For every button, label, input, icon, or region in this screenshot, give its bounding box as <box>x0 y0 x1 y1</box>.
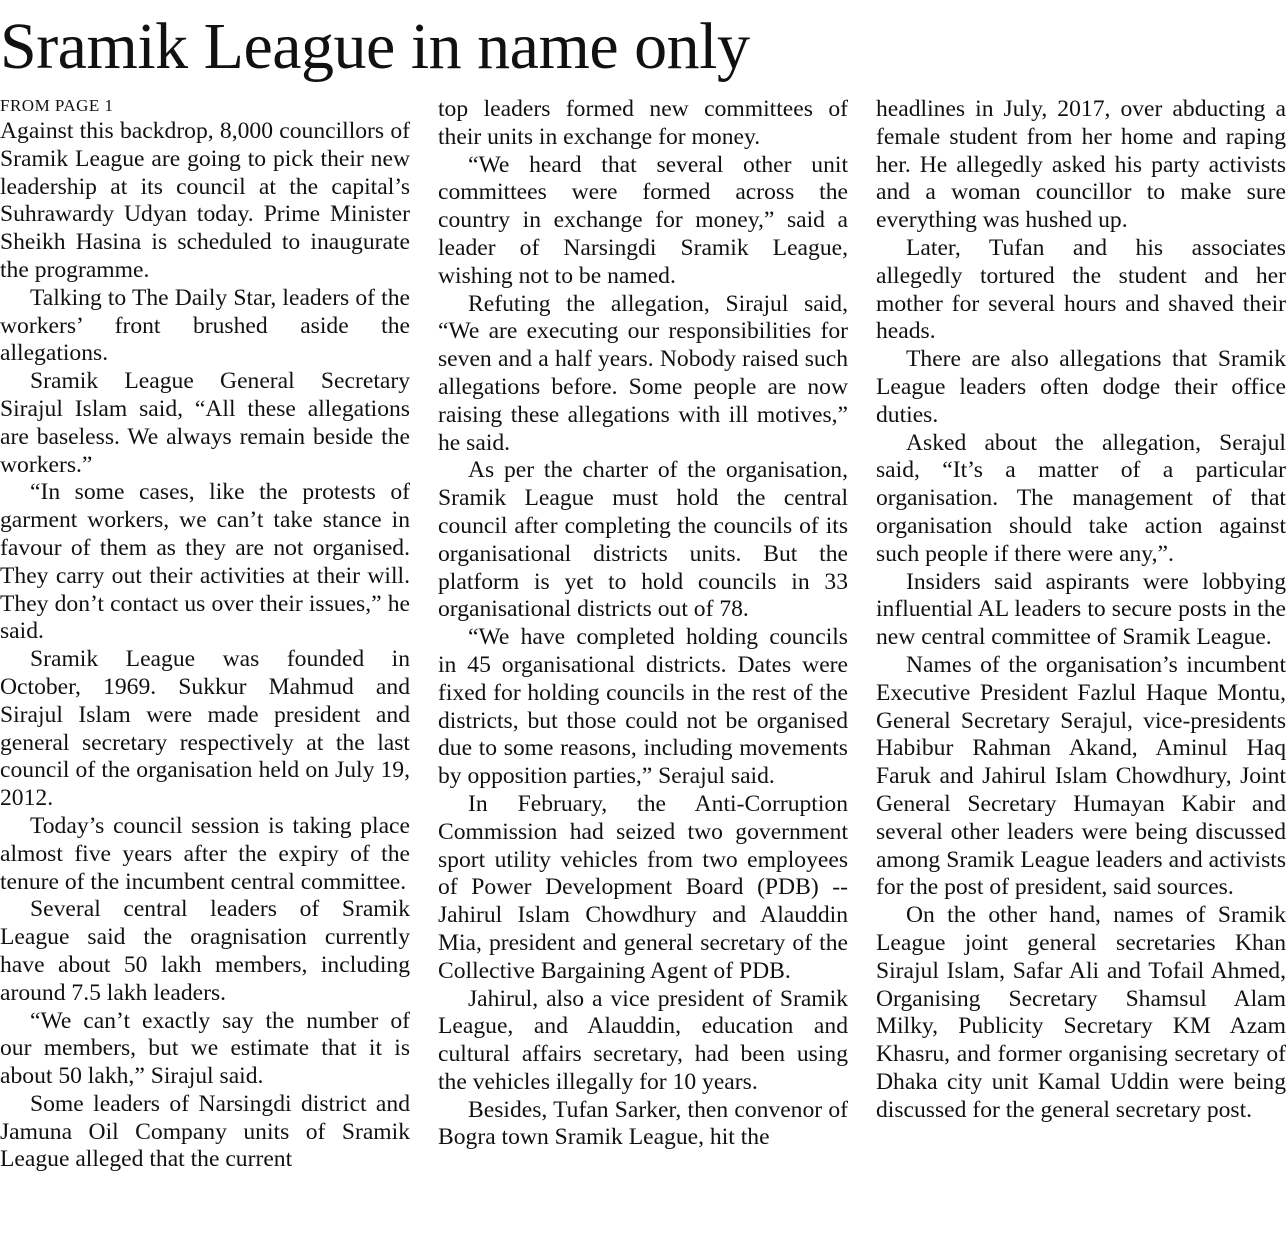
paragraph: Sramik League General Secretary Sirajul Islam said, “All these allegations are baseless. We always remain beside the workers.” <box>0 368 410 478</box>
paragraph: headlines in July, 2017, over abducting a female student from her home and raping her. He allegedly asked his party activists and a woman councillor to make sure everything was hushed up. <box>876 96 1286 234</box>
article-column-1 <box>0 96 410 1174</box>
paragraph: “We have completed holding councils in 45 organisational districts. Dates were fixed for holding councils in the rest of the districts, but those could not be organised due to some reasons, including movements by opposition parties,” Serajul said. <box>438 624 848 790</box>
paragraph: Names of the organisation’s incumbent Executive President Fazlul Haque Montu, General Secretary Serajul, vice-presidents Habibur Rahman Akand, Aminul Haq Faruk and Jahirul Islam Chowdhury, Joint General Secretary Humayan Kabir and several other leaders were being discussed among Sramik League leaders and activists for the post of president, said sources. <box>876 651 1286 901</box>
paragraph: top leaders formed new committees of their units in exchange for money. <box>438 96 848 150</box>
page-title: Sramik League in name only <box>0 10 750 83</box>
paragraph: Besides, Tufan Sarker, then convenor of Bogra town Sramik League, hit the <box>438 1096 848 1151</box>
paragraph: Jahirul, also a vice president of Sramik League, and Alauddin, education and cultural affairs secretary, had been using the vehicles illegally for 10 years. <box>438 985 848 1095</box>
paragraph: Refuting the allegation, Sirajul said, “We are executing our responsibilities for seven and a half years. Nobody raised such allegations before. Some people are now raising these allegations with ill motives,” he said. <box>438 290 848 456</box>
paragraph: Against this backdrop, 8,000 councillors of Sramik League are going to pick their new leadership at its council at the capital’s Suhrawardy Udyan today. Prime Minister Sheikh Hasina is scheduled to inaugurate the programme. <box>0 118 410 283</box>
paragraph: Today’s council session is taking place almost five years after the expiry of the tenure of the incumbent central committee. <box>0 812 410 895</box>
article-column-3 <box>876 96 1286 1124</box>
paragraph: “We heard that several other unit committees were formed across the country in exchange for money,” said a leader of Narsingdi Sramik League, wishing not to be named. <box>438 151 848 289</box>
paragraph: Several central leaders of Sramik League said the oragnisation currently have about 50 lakh members, including around 7.5 lakh leaders. <box>0 896 410 1006</box>
paragraph: As per the charter of the organisation, Sramik League must hold the central council after completing the councils of its organisational districts units. But the platform is yet to hold councils in 33 organisational districts out of 78. <box>438 457 848 623</box>
paragraph: In February, the Anti-Corruption Commission had seized two government sport utility vehicles from two employees of Power Development Board (PDB) -- Jahirul Islam Chowdhury and Alauddin Mia, president and general secretary of the Collective Bargaining Agent of PDB. <box>438 790 848 984</box>
paragraph: Talking to The Daily Star, leaders of the workers’ front brushed aside the allegations. <box>0 284 410 367</box>
paragraph: Insiders said aspirants were lobbying influential AL leaders to secure posts in the new central committee of Sramik League. <box>876 568 1286 651</box>
article-column-2 <box>438 96 848 1152</box>
paragraph: Later, Tufan and his associates allegedly tortured the student and her mother for several hours and shaved their heads. <box>876 234 1286 345</box>
paragraph: On the other hand, names of Sramik League joint general secretaries Khan Sirajul Islam, Safar Ali and Tofail Ahmed, Organising Secretary Shamsul Alam Milky, Publicity Secretary KM Azam Khasru, and former organising secretary of Dhaka city unit Kamal Uddin were being discussed for the general secretary post. <box>876 902 1286 1123</box>
paragraph: Sramik League was founded in October, 1969. Sukkur Mahmud and Sirajul Islam were made president and general secretary respectively at the last council of the organisation held on July 19, 2012. <box>0 646 410 812</box>
paragraph: “We can’t exactly say the number of our members, but we estimate that it is about 50 lakh,” Sirajul said. <box>0 1007 410 1090</box>
paragraph: There are also allegations that Sramik League leaders often dodge their office duties. <box>876 346 1286 428</box>
paragraph: Asked about the allegation, Serajul said, “It’s a matter of a particular organisation. The management of that organisation should take action against such people if there were any,”. <box>876 429 1286 567</box>
paragraph: “In some cases, like the protests of garment workers, we can’t take stance in favour of them as they are not organised. They carry out their activities at their will. They don’t contact us over their issues,” he said. <box>0 479 410 645</box>
paragraph: Some leaders of Narsingdi district and Jamuna Oil Company units of Sramik League alleged that the current <box>0 1090 410 1173</box>
continuation-kicker: FROM PAGE 1 <box>0 96 114 115</box>
